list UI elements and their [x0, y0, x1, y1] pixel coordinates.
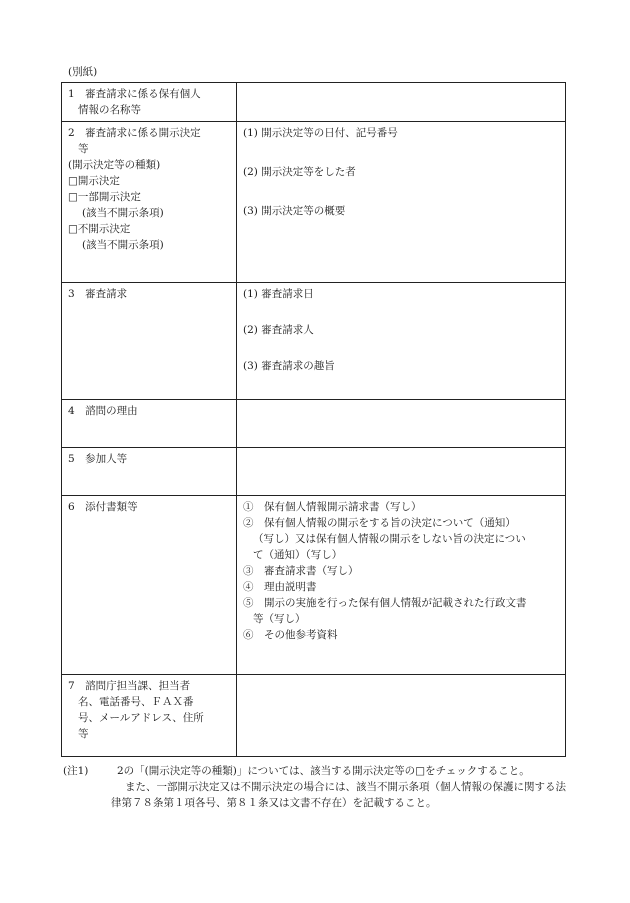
label-line: 4 諮問の理由: [68, 405, 138, 417]
field-consultation-reason[interactable]: [237, 400, 566, 448]
label-contact: [62, 675, 237, 757]
field-participants[interactable]: [237, 448, 566, 496]
note-label: (注1): [63, 765, 89, 777]
notes-section: [63, 763, 573, 822]
attachment-item-cont: （写し）又は保有個人情報の開示をしない旨の決定につい: [253, 533, 526, 545]
attachment-item-cont: て（通知）（写し）: [253, 549, 343, 561]
label-line: 7 諮問庁担当課、担当者: [68, 680, 191, 692]
referral-form-table: [61, 82, 566, 757]
row-participants: [62, 448, 566, 496]
label-line: (開示決定等の種類): [68, 159, 161, 171]
label-line: 1 審査請求に係る保有個人: [68, 88, 201, 100]
label-line: 2 審査請求に係る開示決定: [68, 127, 201, 139]
field-information-name[interactable]: [237, 83, 566, 122]
label-consultation-reason: [62, 400, 237, 448]
note-paragraph-2: また、一部開示決定又は不開示決定の場合には、該当不開示条項（個人情報の保護に関する法律第７８条第１項各号、第８１条又は文書不存在）を記載すること。: [111, 781, 566, 809]
label-line: 情報の名称等: [78, 104, 141, 116]
label-line: 名、電話番号、ＦＡＸ番: [78, 696, 194, 708]
label-information-name: [62, 83, 237, 122]
label-attachments: [62, 496, 237, 675]
annex-heading: (別紙): [68, 66, 98, 78]
label-line: 等: [78, 728, 89, 740]
label-line: 等: [78, 143, 89, 155]
item-decision-summary: (3) 開示決定等の概要: [243, 205, 346, 217]
checkbox-partial-disclosure[interactable]: □一部開示決定: [68, 191, 141, 203]
label-line: 号、メールアドレス、住所: [78, 712, 204, 724]
label-line: (該当不開示条項): [82, 239, 164, 251]
label-line: 3 審査請求: [68, 288, 128, 300]
row-disclosure-decision: [62, 122, 566, 283]
attachment-item: ⑥ その他参考資料: [243, 629, 338, 641]
checkbox-non-disclosure[interactable]: □不開示決定: [68, 223, 131, 235]
field-review-request[interactable]: [237, 283, 566, 400]
label-participants: [62, 448, 237, 496]
attachment-item: ① 保有個人情報開示請求書（写し）: [243, 501, 422, 513]
checkbox-disclosure[interactable]: □開示決定: [68, 175, 120, 187]
item-date-number: (1) 開示決定等の日付、記号番号: [243, 127, 398, 139]
row-consultation-reason: [62, 400, 566, 448]
note-paragraph-1: 2の「(開示決定等の種類)」については、該当する開示決定等の□をチェックすること。: [117, 765, 530, 777]
attachment-item: ④ 理由説明書: [243, 581, 317, 593]
row-contact: [62, 675, 566, 757]
item-decision-maker: (2) 開示決定等をした者: [243, 166, 356, 178]
row-review-request: [62, 283, 566, 400]
label-line: 5 参加人等: [68, 453, 128, 465]
label-disclosure-decision: [62, 122, 237, 283]
item-requester: (2) 審査請求人: [243, 324, 314, 336]
row-information-name: [62, 83, 566, 122]
field-disclosure-decision[interactable]: [237, 122, 566, 283]
item-request-date: (1) 審査請求日: [243, 288, 314, 300]
attachment-item: ⑤ 開示の実施を行った保有個人情報が記載された行政文書: [243, 597, 527, 609]
attachment-item: ③ 審査請求書（写し）: [243, 565, 359, 577]
item-request-purpose: (3) 審査請求の趣旨: [243, 360, 335, 372]
field-attachments[interactable]: [237, 496, 566, 675]
label-line: 6 添付書類等: [68, 501, 138, 513]
label-line: (該当不開示条項): [82, 207, 164, 219]
note-1: [63, 763, 573, 779]
row-attachments: [62, 496, 566, 675]
label-review-request: [62, 283, 237, 400]
attachment-item: ② 保有個人情報の開示をする旨の決定について（通知）: [243, 517, 516, 529]
attachment-item-cont: 等（写し）: [253, 613, 306, 625]
field-contact[interactable]: [237, 675, 566, 757]
